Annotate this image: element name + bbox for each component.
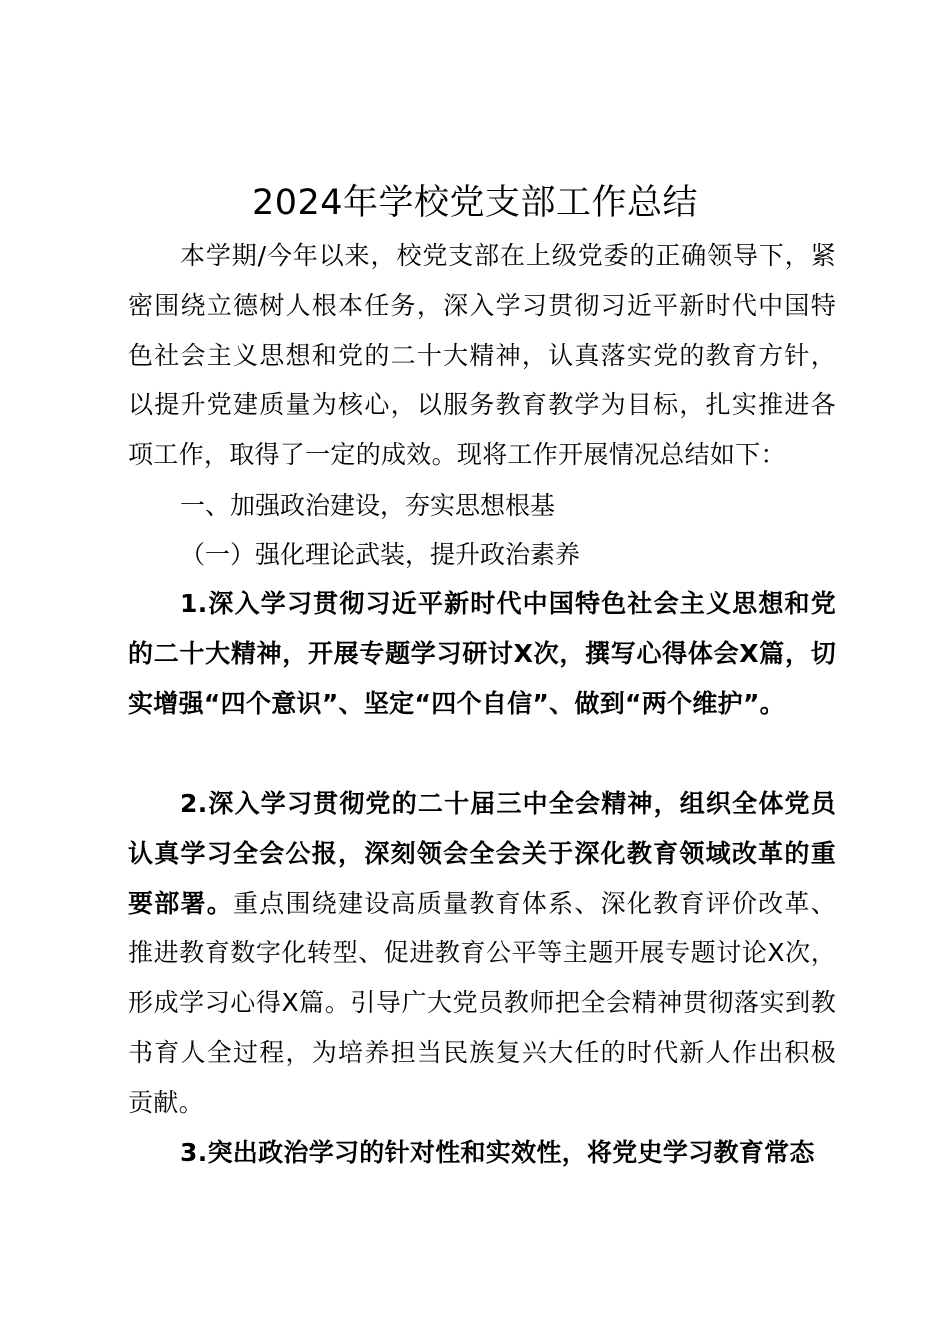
intro-paragraph: 本学期/今年以来，校党支部在上级党委的正确领导下，紧密围绕立德树人根本任务，深入学习贯彻习近平新时代中国特色社会主义思想和党的二十大精神，认真落实党的教育方针，以提升党建质量为核心，以服务教育教学为目标，扎实推进各项工作，取得了一定的成效。现将工作开展情况总结如下：: [128, 241, 836, 470]
section-heading-1: 一、加强政治建设，夯实思想根基: [180, 491, 556, 520]
item-2-bold-lead: 2.深入学习贯彻党的二十届三中全会精神，组织全体党员认真学习全会公报，深刻领会全会关于深化教育领域改革的重要部署。: [128, 789, 836, 918]
document-title: 2024年学校党支部工作总结: [251, 183, 699, 223]
item-2-paragraph: [128, 779, 836, 1128]
subsection-heading-1: （一）强化理论武装，提升政治素养: [180, 540, 581, 569]
item-3-paragraph: 3.突出政治学习的针对性和实效性，将党史学习教育常态: [180, 1138, 815, 1167]
item-2-body: 重点围绕建设高质量教育体系、深化教育评价改革、推进教育数字化转型、促进教育公平等主题开展专题讨论X次，形成学习心得X篇。引导广大党员教师把全会精神贯彻落实到教书育人全过程，为培养担当民族复兴大任的时代新人作出积极贡献。: [128, 888, 836, 1117]
item-1-paragraph: 1.深入学习贯彻习近平新时代中国特色社会主义思想和党的二十大精神，开展专题学习研讨X次，撰写心得体会X篇，切实增强“四个意识”、坚定“四个自信”、做到“两个维护”。: [128, 589, 836, 718]
